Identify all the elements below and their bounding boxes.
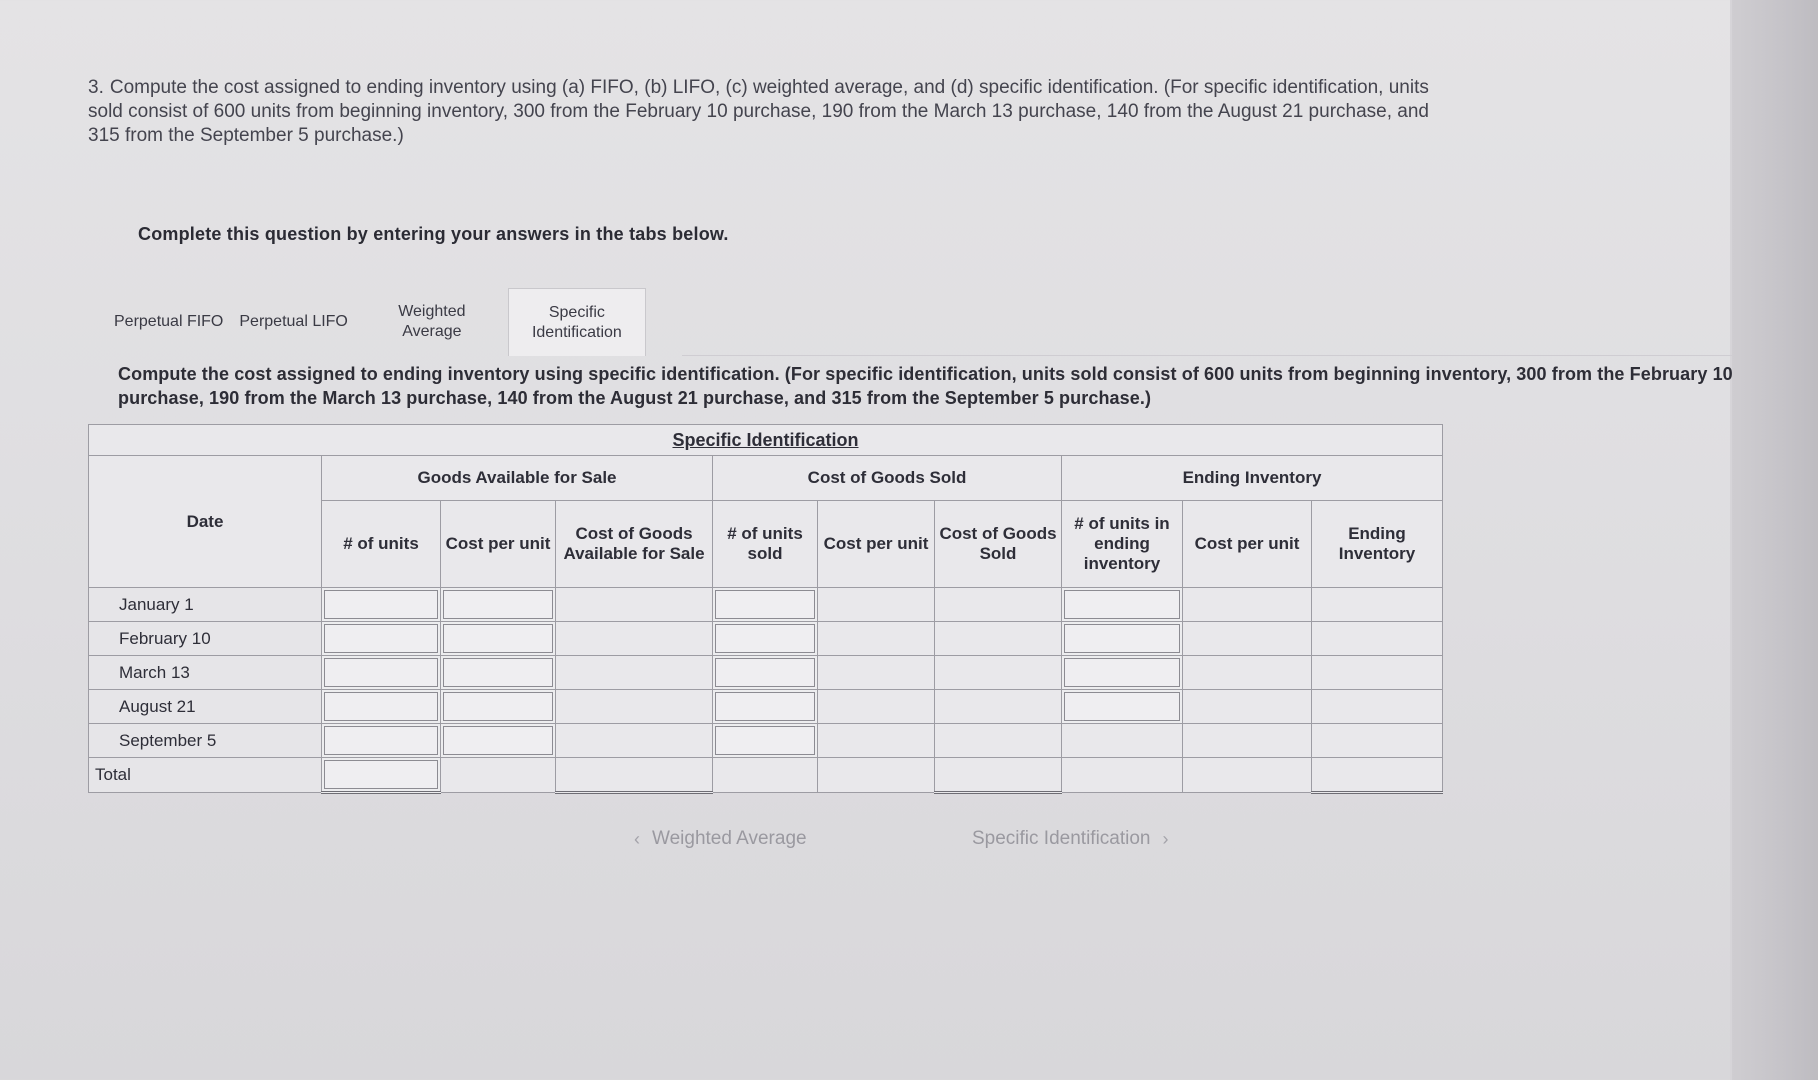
units-input[interactable] [324, 692, 438, 721]
units-input[interactable] [324, 624, 438, 653]
tab-perpetual-fifo[interactable]: Perpetual FIFO [114, 313, 224, 330]
date-header: Date [89, 456, 322, 588]
ending-inventory-col-header: Ending Inventory [1312, 501, 1443, 588]
units-header: # of units [322, 501, 441, 588]
cogas-cell [556, 588, 713, 622]
cost-per-unit-header: Cost per unit [441, 501, 556, 588]
row-date: February 10 [89, 622, 322, 656]
total-row [89, 758, 1443, 793]
ending-inventory-header: Ending Inventory [1062, 456, 1443, 501]
tab-perpetual-lifo[interactable]: Perpetual LIFO [239, 313, 348, 330]
goods-available-header: Goods Available for Sale [322, 456, 713, 501]
cogs-cell [935, 724, 1062, 758]
total-units-ending-cell [1062, 758, 1183, 793]
total-units-sold-cell [713, 758, 818, 793]
cost-per-unit-ending-cell [1183, 656, 1312, 690]
cost-per-unit-sold-cell [818, 724, 935, 758]
cost-per-unit-input[interactable] [443, 624, 553, 653]
total-label: Total [89, 758, 322, 793]
cogs-cell [935, 656, 1062, 690]
units-ending-cell [1062, 724, 1183, 758]
units-ending-input[interactable] [1064, 590, 1180, 619]
row-date: August 21 [89, 690, 322, 724]
row-date: January 1 [89, 588, 322, 622]
answer-tabs [108, 288, 646, 356]
ending-inventory-cell [1312, 588, 1443, 622]
cogs-cell [935, 622, 1062, 656]
cogs-cell [935, 690, 1062, 724]
specific-identification-table [88, 424, 1443, 794]
ending-inventory-cell [1312, 656, 1443, 690]
ending-inventory-cell [1312, 724, 1443, 758]
total-cogs-cell [935, 758, 1062, 793]
cogas-cell [556, 724, 713, 758]
units-sold-input[interactable] [715, 726, 815, 755]
total-cogas-cell [556, 758, 713, 793]
units-ending-input[interactable] [1064, 658, 1180, 687]
cost-per-unit-ending-cell [1183, 690, 1312, 724]
cost-per-unit-input[interactable] [443, 658, 553, 687]
units-sold-input[interactable] [715, 624, 815, 653]
units-input[interactable] [324, 726, 438, 755]
cogas-cell [556, 656, 713, 690]
chevron-left-icon: ‹ [634, 828, 640, 849]
total-cost-per-unit-cell [441, 758, 556, 793]
table-title: Specific Identification [89, 425, 1443, 456]
units-input[interactable] [324, 590, 438, 619]
cost-per-unit-ending-cell [1183, 622, 1312, 656]
total-units-input[interactable] [324, 760, 438, 789]
page-edge-shadow [1730, 0, 1818, 1080]
table-row [89, 622, 1443, 656]
chevron-right-icon: › [1162, 828, 1169, 849]
cost-per-unit-ending-cell [1183, 588, 1312, 622]
tab-divider [682, 355, 1732, 356]
cogas-cell [556, 690, 713, 724]
cogs-cell [935, 588, 1062, 622]
cost-per-unit-sold-cell [818, 622, 935, 656]
prev-tab-label: Weighted Average [652, 828, 807, 849]
tab-prompt: Compute the cost assigned to ending inventory using specific identification. (For specific identification, units sold consist of 600 units from beginning inventory, 300 from the February 10 purchase, 190 from the March 13 purchase, 140 from the August 21 purchase, and 315 from the September 5 purchase.) [118, 364, 1733, 408]
cost-per-unit-input[interactable] [443, 692, 553, 721]
cost-per-unit-sold-cell [818, 690, 935, 724]
row-date: September 5 [89, 724, 322, 758]
units-input[interactable] [324, 658, 438, 687]
total-ending-inventory-cell [1312, 758, 1443, 793]
question-text [88, 76, 1448, 148]
cost-per-unit-ending-header: Cost per unit [1183, 501, 1312, 588]
units-ending-header: # of units in ending inventory [1062, 501, 1183, 588]
table-row [89, 656, 1443, 690]
units-ending-input[interactable] [1064, 624, 1180, 653]
cost-per-unit-input[interactable] [443, 590, 553, 619]
ending-inventory-cell [1312, 622, 1443, 656]
cost-per-unit-ending-cell [1183, 724, 1312, 758]
units-sold-input[interactable] [715, 590, 815, 619]
cost-per-unit-sold-cell [818, 588, 935, 622]
question-body: Compute the cost assigned to ending inventory using (a) FIFO, (b) LIFO, (c) weighted average, and (d) specific identification. (For specific identification, units sold consist of 600 units from beginning inventory, 300 from the February 10 purchase, 190 from the March 13 purchase, 140 from the August 21 purchase, and 315 from the September 5 purchase.) [88, 77, 1429, 146]
next-tab-label: Specific Identification [972, 828, 1151, 849]
total-cost-per-unit-sold-cell [818, 758, 935, 793]
units-ending-input[interactable] [1064, 692, 1180, 721]
table-row [89, 588, 1443, 622]
units-sold-input[interactable] [715, 658, 815, 687]
question-number: 3. [88, 77, 104, 98]
tab-specific-identification[interactable]: Specific Identification [508, 288, 646, 356]
cogas-header: Cost of Goods Available for Sale [556, 501, 713, 588]
next-tab-button[interactable] [972, 828, 1181, 850]
cost-of-goods-sold-header: Cost of Goods Sold [713, 456, 1062, 501]
cogs-header: Cost of Goods Sold [935, 501, 1062, 588]
cost-per-unit-sold-header: Cost per unit [818, 501, 935, 588]
prev-tab-button[interactable] [622, 828, 807, 850]
units-sold-input[interactable] [715, 692, 815, 721]
table-row [89, 690, 1443, 724]
cogas-cell [556, 622, 713, 656]
row-date: March 13 [89, 656, 322, 690]
cost-per-unit-sold-cell [818, 656, 935, 690]
total-cost-per-unit-ending-cell [1183, 758, 1312, 793]
tab-weighted-average[interactable]: Weighted Average [398, 303, 466, 340]
instruction-text: Complete this question by entering your answers in the tabs below. [138, 224, 729, 244]
table-row [89, 724, 1443, 758]
cost-per-unit-input[interactable] [443, 726, 553, 755]
ending-inventory-cell [1312, 690, 1443, 724]
units-sold-header: # of units sold [713, 501, 818, 588]
